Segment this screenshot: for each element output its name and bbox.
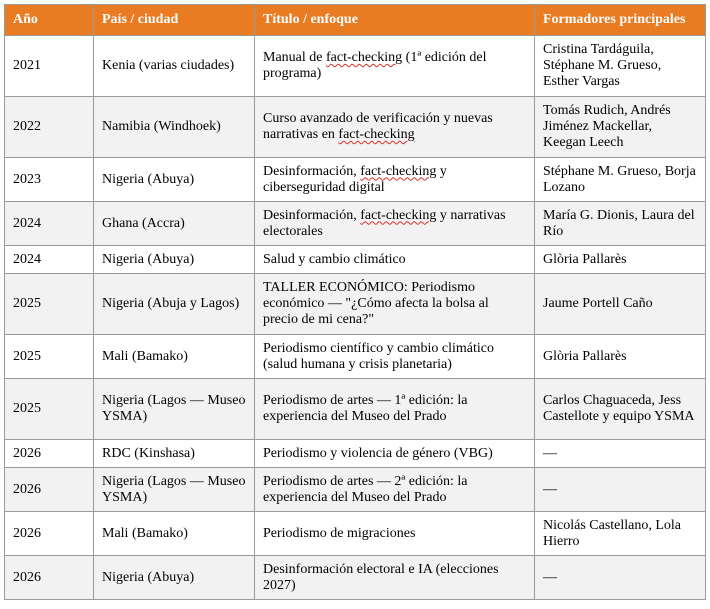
cell-year: 2026 [5, 468, 94, 512]
cell-year: 2022 [5, 97, 94, 158]
spellcheck-flagged-text: fact-checking [338, 127, 415, 142]
cell-year: 2024 [5, 246, 94, 274]
title-text: Periodismo científico y cambio climático (salud humana y crisis planetaria) [263, 340, 494, 372]
cell-country-city: Mali (Bamako) [94, 512, 255, 556]
cell-country-city: Nigeria (Abuya) [94, 556, 255, 600]
cell-country-city: Nigeria (Lagos — Museo YSMA) [94, 468, 255, 512]
title-text: Salud y cambio climático [263, 251, 406, 267]
table-row [5, 335, 706, 379]
cell-title-focus [255, 202, 535, 246]
spellcheck-flagged-text: fact-checking [360, 163, 437, 179]
cell-country-city: Nigeria (Abuya) [94, 158, 255, 202]
cell-title-focus [255, 512, 535, 556]
cell-year: 2023 [5, 158, 94, 202]
cell-title-focus [255, 97, 535, 158]
table-row [5, 246, 706, 274]
cell-country-city: Nigeria (Lagos — Museo YSMA) [94, 379, 255, 440]
cell-trainers: Jaume Portell Caño [535, 274, 706, 335]
header-year: Año [5, 5, 94, 36]
table-row [5, 379, 706, 440]
table-row [5, 158, 706, 202]
cell-title-focus [255, 379, 535, 440]
header-country-city: País / ciudad [94, 5, 255, 36]
table-row [5, 512, 706, 556]
cell-trainers: — [535, 468, 706, 512]
cell-year: 2021 [5, 36, 94, 97]
table-row [5, 97, 706, 158]
table-row [5, 36, 706, 97]
cell-country-city: Kenia (varias ciudades) [94, 36, 255, 97]
cell-trainers: Glòria Pallarès [535, 246, 706, 274]
cell-year: 2025 [5, 335, 94, 379]
title-text: Desinformación electoral e IA (elecciones 2027) [263, 561, 499, 593]
table-row [5, 468, 706, 512]
title-text: (1ª edición del programa) [263, 50, 487, 81]
cell-trainers: María G. Dionis, Laura del Río [535, 202, 706, 246]
header-title-focus: Título / enfoque [255, 5, 535, 36]
cell-year: 2026 [5, 512, 94, 556]
title-text: y narrativas electorales [263, 207, 506, 239]
table-row [5, 440, 706, 468]
title-text: Manual de [263, 50, 326, 65]
title-text: Periodismo de artes — 2ª edición: la experiencia del Museo del Prado [263, 473, 468, 505]
spellcheck-flagged-text: fact-checking [360, 207, 437, 223]
table-row [5, 202, 706, 246]
cell-trainers: Nicolás Castellano, Lola Hierro [535, 512, 706, 556]
cell-title-focus [255, 335, 535, 379]
cell-year: 2024 [5, 202, 94, 246]
cell-year: 2026 [5, 556, 94, 600]
cell-title-focus [255, 246, 535, 274]
title-text: y ciberseguridad digital [263, 163, 447, 195]
cell-country-city: Namibia (Windhoek) [94, 97, 255, 158]
programs-table [4, 4, 706, 600]
cell-trainers: — [535, 556, 706, 600]
cell-country-city: Nigeria (Abuja y Lagos) [94, 274, 255, 335]
cell-country-city: RDC (Kinshasa) [94, 440, 255, 468]
cell-title-focus [255, 468, 535, 512]
title-text: Periodismo de migraciones [263, 525, 416, 541]
title-text: Periodismo y violencia de género (VBG) [263, 445, 493, 461]
cell-year: 2025 [5, 274, 94, 335]
table-row [5, 556, 706, 600]
cell-year: 2026 [5, 440, 94, 468]
cell-year: 2025 [5, 379, 94, 440]
cell-title-focus [255, 556, 535, 600]
title-text: Desinformación, [263, 163, 361, 179]
title-text: Periodismo de artes — 1ª edición: la experiencia del Museo del Prado [263, 393, 468, 424]
header-trainers: Formadores principales [535, 5, 706, 36]
title-text: Curso avanzado de verificación y nuevas narrativas en [263, 111, 493, 142]
cell-title-focus [255, 158, 535, 202]
cell-country-city: Nigeria (Abuya) [94, 246, 255, 274]
cell-title-focus [255, 440, 535, 468]
cell-title-focus [255, 36, 535, 97]
title-text: Desinformación, [263, 207, 361, 223]
cell-country-city: Ghana (Accra) [94, 202, 255, 246]
cell-country-city: Mali (Bamako) [94, 335, 255, 379]
cell-trainers: Glòria Pallarès [535, 335, 706, 379]
title-text: TALLER ECONÓMICO: Periodismo económico — "¿Cómo afecta la bolsa al precio de mi cena?" [263, 280, 489, 327]
cell-trainers: Carlos Chaguaceda, Jess Castellote y equipo YSMA [535, 379, 706, 440]
cell-trainers: Tomás Rudich, Andrés Jiménez Mackellar, Keegan Leech [535, 97, 706, 158]
header-row [5, 5, 706, 36]
cell-trainers: Stéphane M. Grueso, Borja Lozano [535, 158, 706, 202]
table-row [5, 274, 706, 335]
spellcheck-flagged-text: fact-checking [325, 50, 403, 65]
cell-trainers: — [535, 440, 706, 468]
cell-trainers: Cristina Tardáguila, Stéphane M. Grueso, Esther Vargas [535, 36, 706, 97]
cell-title-focus [255, 274, 535, 335]
table-body [5, 36, 706, 600]
